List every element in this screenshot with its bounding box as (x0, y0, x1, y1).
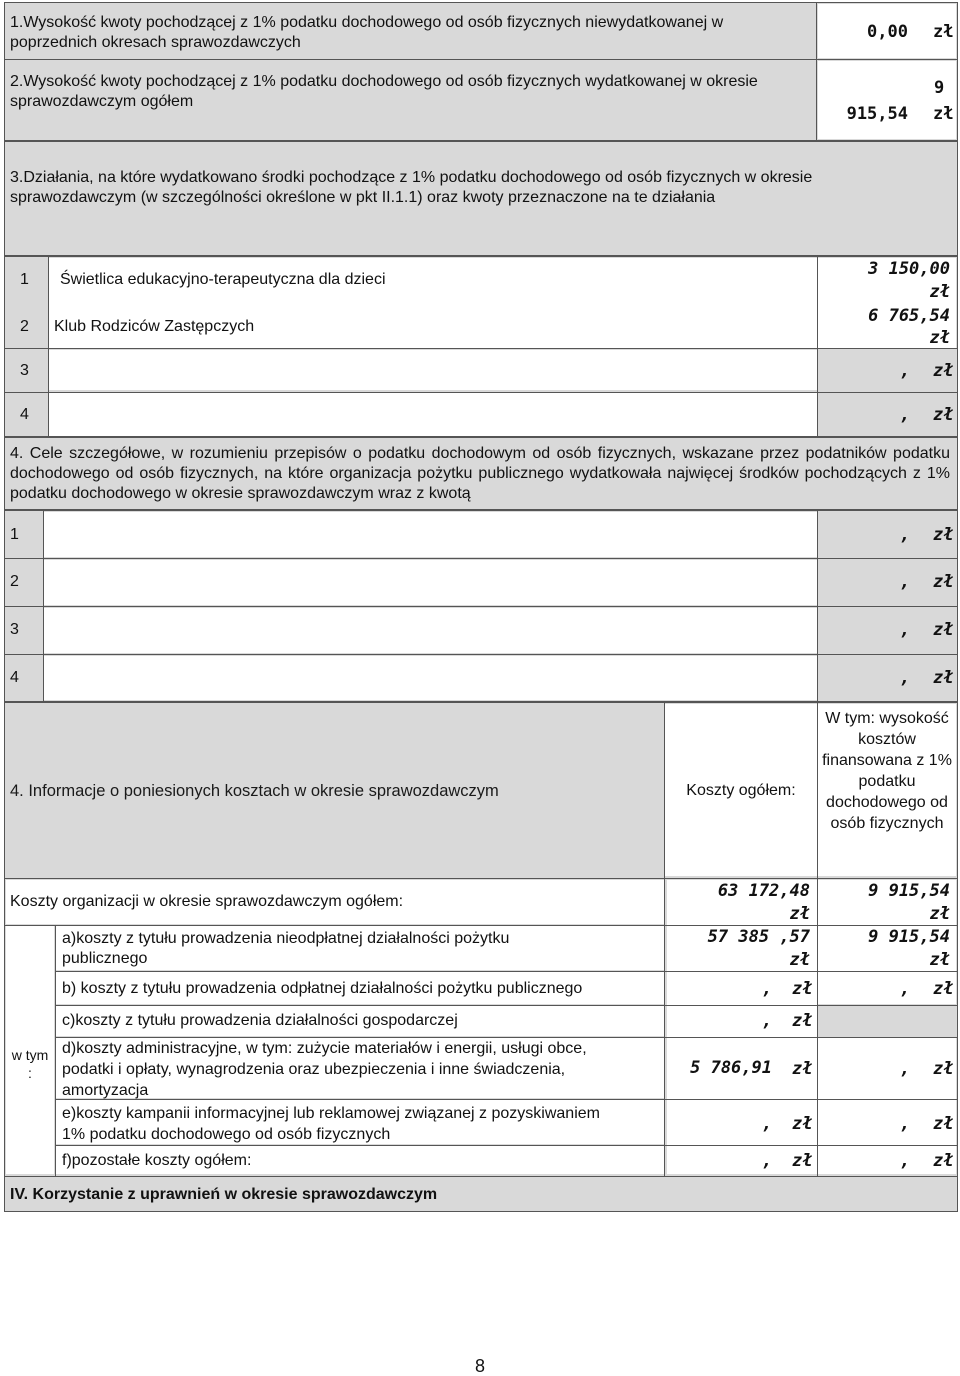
spent-amount-currency: zł (933, 104, 954, 124)
activity-num-3: 3 (20, 362, 29, 379)
activity-currency-1: zł (929, 282, 950, 302)
costs-c-value: , (761, 1011, 772, 1031)
activity-num-4: 4 (20, 406, 29, 423)
costs-c-currency: zł (792, 1011, 813, 1031)
section-3-heading: 3.Działania, na które wydatkowano środki pochodzące z 1% podatku dochodowego od osób fizycznych w okresie sprawozdawczym (w szczególności określone w pkt II.1.1) oraz kwoty przeznaczone na te działania (10, 169, 813, 206)
costs-onepct-column-header: W tym: wysokość kosztów finansowana z 1% podatku dochodowego od osób fizycznych (822, 710, 952, 832)
costs-b-onepct: , (899, 979, 910, 999)
costs-e-value: , (761, 1114, 772, 1134)
activity-currency-4: zł (933, 405, 954, 425)
activity-name-2: Klub Rodziców Zastępczych (54, 318, 255, 335)
unspent-amount-value: 0,00 (867, 22, 908, 42)
costs-total-onepct-currency: zł (929, 904, 950, 924)
costs-f-onepct-currency: zł (933, 1151, 954, 1171)
costs-c-label: c)koszty z tytułu prowadzenia działalności gospodarczej (62, 1012, 458, 1029)
costs-d-onepct-currency: zł (933, 1059, 954, 1079)
costs-b-onepct-currency: zł (933, 979, 954, 999)
activity-currency-3: zł (933, 361, 954, 381)
costs-a-currency: zł (789, 950, 810, 970)
goal-amount-2: , (899, 572, 910, 592)
costs-b-currency: zł (792, 979, 813, 999)
page-number: 8 (474, 1356, 485, 1376)
activity-currency-2: zł (929, 328, 950, 348)
activity-num-2: 2 (20, 318, 29, 335)
goal-currency-4: zł (933, 668, 954, 688)
goal-amount-3: , (899, 620, 910, 640)
activity-name-1: Świetlica edukacyjno-terapeutyczna dla dzieci (60, 271, 386, 288)
activity-amount-3: , (899, 361, 910, 381)
costs-total-onepct: 9 915,54 (868, 881, 950, 901)
goal-amount-1: , (899, 525, 910, 545)
costs-a-value: 57 385 ,57 (707, 927, 810, 947)
goal-num-1: 1 (10, 526, 19, 543)
activity-amount-4: , (899, 405, 910, 425)
goal-currency-2: zł (933, 572, 954, 592)
costs-d-currency: zł (792, 1059, 813, 1079)
costs-total-value: 63 172,48 (717, 881, 810, 901)
costs-a-label: a)koszty z tytułu prowadzenia nieodpłatnej działalności pożytku publicznego (62, 930, 510, 967)
costs-b-label: b) koszty z tytułu prowadzenia odpłatnej działalności pożytku publicznego (62, 980, 583, 997)
activity-num-1: 1 (20, 271, 29, 288)
costs-e-onepct: , (899, 1114, 910, 1134)
costs-total-label: Koszty organizacji w okresie sprawozdawczym ogółem: (10, 893, 404, 910)
unspent-amount-label: 1.Wysokość kwoty pochodzącej z 1% podatku dochodowego od osób fizycznych niewydatkowanej w poprzednich okresach sprawozdawczych (10, 14, 724, 51)
unspent-amount-currency: zł (933, 22, 954, 42)
costs-f-onepct: , (899, 1151, 910, 1171)
costs-f-value: , (761, 1151, 772, 1171)
spent-amount-value-a: 9 (934, 78, 945, 98)
costs-a-onepct: 9 915,54 (868, 927, 950, 947)
costs-d-label: d)koszty administracyjne, w tym: zużycie materiałów i energii, usługi obce, podatki i opłaty, wynagrodzenia oraz ubezpieczenia i inne świadczenia, amortyzacja (62, 1040, 587, 1099)
goal-num-4: 4 (10, 669, 19, 686)
costs-d-onepct: , (899, 1059, 910, 1079)
costs-b-value: , (761, 979, 772, 999)
costs-a-onepct-currency: zł (929, 950, 950, 970)
activity-amount-2: 6 765,54 (868, 306, 950, 326)
spent-amount-value-b: 915,54 (846, 104, 908, 124)
costs-d-value: 5 786,91 (690, 1058, 772, 1078)
costs-total-currency: zł (789, 904, 810, 924)
costs-e-currency: zł (792, 1114, 813, 1134)
goal-num-2: 2 (10, 573, 19, 590)
goal-currency-3: zł (933, 620, 954, 640)
costs-f-label: f)pozostałe koszty ogółem: (62, 1152, 252, 1169)
costs-e-label: e)koszty kampanii informacyjnej lub reklamowej związanej z pozyskiwaniem 1% podatku dochodowego od osób fizycznych (62, 1105, 600, 1143)
costs-total-column-header: Koszty ogółem: (686, 782, 796, 799)
costs-f-currency: zł (792, 1151, 813, 1171)
section-4-heading: 4. Cele szczegółowe, w rozumieniu przepisów o podatku dochodowym od osób fizycznych, wskazane przez podatników podatku dochodowego od osób fizycznych, na które organizacja pożytku publicznego wydatkowała najwięcej środków pochodzących z 1% podatku dochodowego w okresie sprawozdawczym wraz z kwotą (10, 445, 950, 502)
costs-e-onepct-currency: zł (933, 1114, 954, 1134)
goal-num-3: 3 (10, 621, 19, 638)
goal-amount-4: , (899, 668, 910, 688)
activity-amount-1: 3 150,00 (868, 259, 950, 279)
goal-currency-1: zł (933, 525, 954, 545)
costs-in-which-label: w tym : (11, 1047, 49, 1081)
section-iv-heading: IV. Korzystanie z uprawnień w okresie sprawozdawczym (10, 1186, 438, 1203)
costs-title: 4. Informacje o poniesionych kosztach w okresie sprawozdawczym (10, 782, 499, 800)
spent-amount-label: 2.Wysokość kwoty pochodzącej z 1% podatku dochodowego od osób fizycznych wydatkowanej w okresie sprawozdawczym ogółem (10, 73, 758, 110)
